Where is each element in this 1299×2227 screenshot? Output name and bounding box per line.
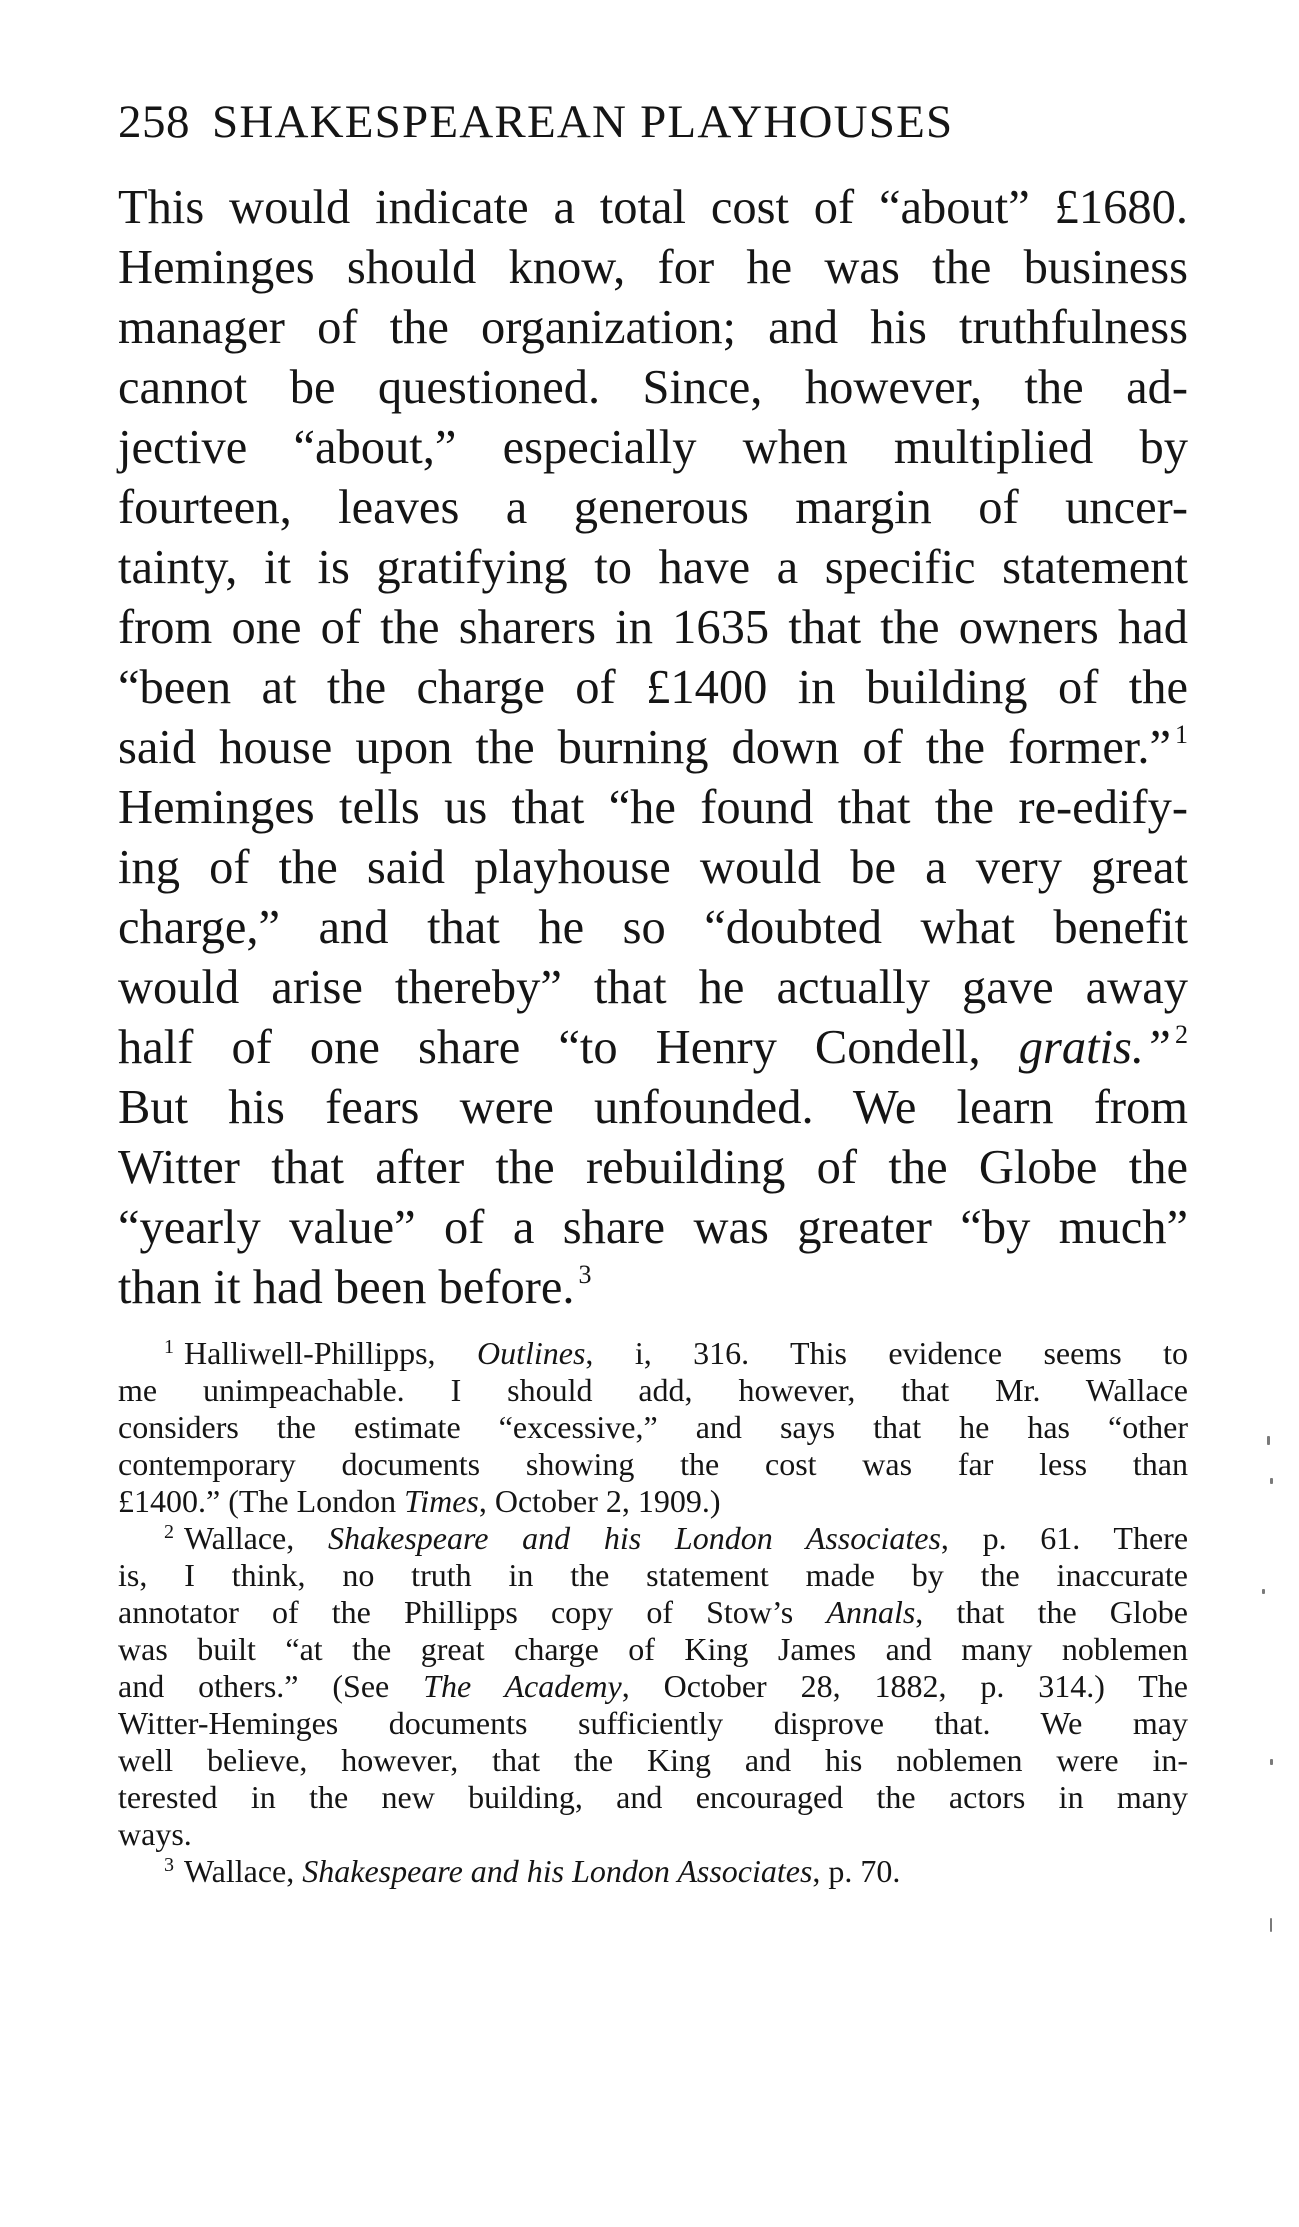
footnote-text: Halliwell-Phillipps, — [184, 1335, 477, 1371]
text-line-content: half of one share “to Henry Condell, — [118, 1021, 1019, 1074]
footnote-italic: The Academy — [423, 1668, 622, 1704]
italic-gratis: gratis.” — [1018, 1021, 1171, 1074]
footnote-ref-3: 3 — [578, 1260, 592, 1289]
scan-speck — [1270, 1759, 1273, 1765]
footnote-3-line — [118, 1853, 1188, 1890]
footnote-text: , that the Globe — [915, 1594, 1189, 1630]
footnote-1-line — [118, 1335, 1188, 1372]
scan-speck — [1270, 1918, 1272, 1932]
text-line: “yearly value” of a share was greater “by much” — [118, 1201, 1188, 1254]
footnote-2-line — [118, 1520, 1188, 1557]
text-line — [118, 1258, 1188, 1318]
footnote-text: and others.” (See — [118, 1668, 424, 1704]
footnote-ref-2: 2 — [1175, 1020, 1188, 1049]
text-line: Heminges should know, for he was the business — [118, 241, 1188, 294]
text-line-content: than it had been before. — [118, 1261, 575, 1314]
text-line-content: said house upon the burning down of the former.” — [118, 721, 1171, 774]
footnote-text: Wallace, — [184, 1853, 303, 1889]
footnote-text: , p. 61. There — [940, 1520, 1189, 1556]
footnote-1-line: considers the estimate “excessive,” and says that he has “other — [118, 1409, 1188, 1445]
page-header — [118, 92, 1198, 152]
footnote-1-line: me unimpeachable. I should add, however, that Mr. Wallace — [118, 1372, 1188, 1408]
footnote-text: £1400.” (The London — [118, 1483, 405, 1519]
text-line: “been at the charge of £1400 in building of the — [118, 661, 1188, 714]
text-line: cannot be questioned. Since, however, the ad- — [118, 361, 1188, 414]
footnote-3-mark: 3 — [164, 1854, 174, 1876]
text-line: tainty, it is gratifying to have a specific statement — [118, 541, 1188, 594]
footnote-italic: Annals — [826, 1594, 916, 1630]
page-number: 258 — [118, 96, 190, 148]
text-line: jective “about,” especially when multiplied by — [118, 421, 1188, 474]
footnote-text: Wallace, — [184, 1520, 328, 1556]
main-text — [118, 178, 1188, 1318]
footnote-text: , i, 316. This evidence seems to — [585, 1335, 1189, 1371]
footnotes — [118, 1335, 1188, 1890]
text-line: This would indicate a total cost of “about” £1680. — [118, 181, 1188, 234]
footnote-2-line: was built “at the great charge of King James and many noblemen — [118, 1631, 1188, 1667]
footnote-1-line: contemporary documents showing the cost was far less than — [118, 1446, 1188, 1482]
text-line: would arise thereby” that he actually gave away — [118, 961, 1188, 1014]
footnote-text: annotator of the Phillipps copy of Stow’s — [118, 1594, 827, 1630]
scan-speck — [1267, 1436, 1270, 1445]
footnote-2-mark: 2 — [164, 1521, 174, 1543]
footnote-italic: Times — [404, 1483, 479, 1519]
footnote-italic: Outlines — [476, 1335, 586, 1371]
footnote-2-line: well believe, however, that the King and his noblemen were in- — [118, 1742, 1188, 1778]
scan-speck — [1270, 1478, 1273, 1484]
footnote-ref-1: 1 — [1175, 720, 1188, 749]
text-line — [118, 718, 1188, 778]
footnote-italic: Shakespeare and his London Associates — [302, 1853, 813, 1889]
text-line — [118, 1018, 1188, 1078]
footnote-2-line: terested in the new building, and encouraged the actors in many — [118, 1779, 1188, 1815]
text-line: manager of the organization; and his truthfulness — [118, 301, 1188, 354]
footnote-1-line — [118, 1483, 1188, 1520]
footnote-text: , p. 70. — [812, 1853, 901, 1889]
footnote-italic: Shakespeare and his London Associates — [327, 1520, 941, 1556]
footnote-2-line: Witter-Heminges documents sufficiently disprove that. We may — [118, 1705, 1188, 1741]
footnote-text: , October 2, 1909.) — [478, 1483, 721, 1519]
footnote-2-line: ways. — [118, 1816, 192, 1852]
footnote-1-mark: 1 — [164, 1336, 174, 1358]
footnote-2-line — [118, 1594, 1188, 1631]
text-line: from one of the sharers in 1635 that the owners had — [118, 601, 1188, 654]
footnote-2-line: is, I think, no truth in the statement made by the inaccurate — [118, 1557, 1188, 1593]
text-line: ing of the said playhouse would be a very great — [118, 841, 1188, 894]
scan-speck — [1262, 1589, 1265, 1594]
text-line: fourteen, leaves a generous margin of uncer- — [118, 481, 1188, 534]
text-line: But his fears were unfounded. We learn from — [118, 1081, 1188, 1134]
footnote-text: , October 28, 1882, p. 314.) The — [621, 1668, 1189, 1704]
running-title: SHAKESPEAREAN PLAYHOUSES — [212, 96, 954, 148]
text-line: Witter that after the rebuilding of the Globe the — [118, 1141, 1188, 1194]
text-line: charge,” and that he so “doubted what benefit — [118, 901, 1188, 954]
text-line: Heminges tells us that “he found that the re-edify- — [118, 781, 1188, 834]
footnote-2-line — [118, 1668, 1188, 1705]
